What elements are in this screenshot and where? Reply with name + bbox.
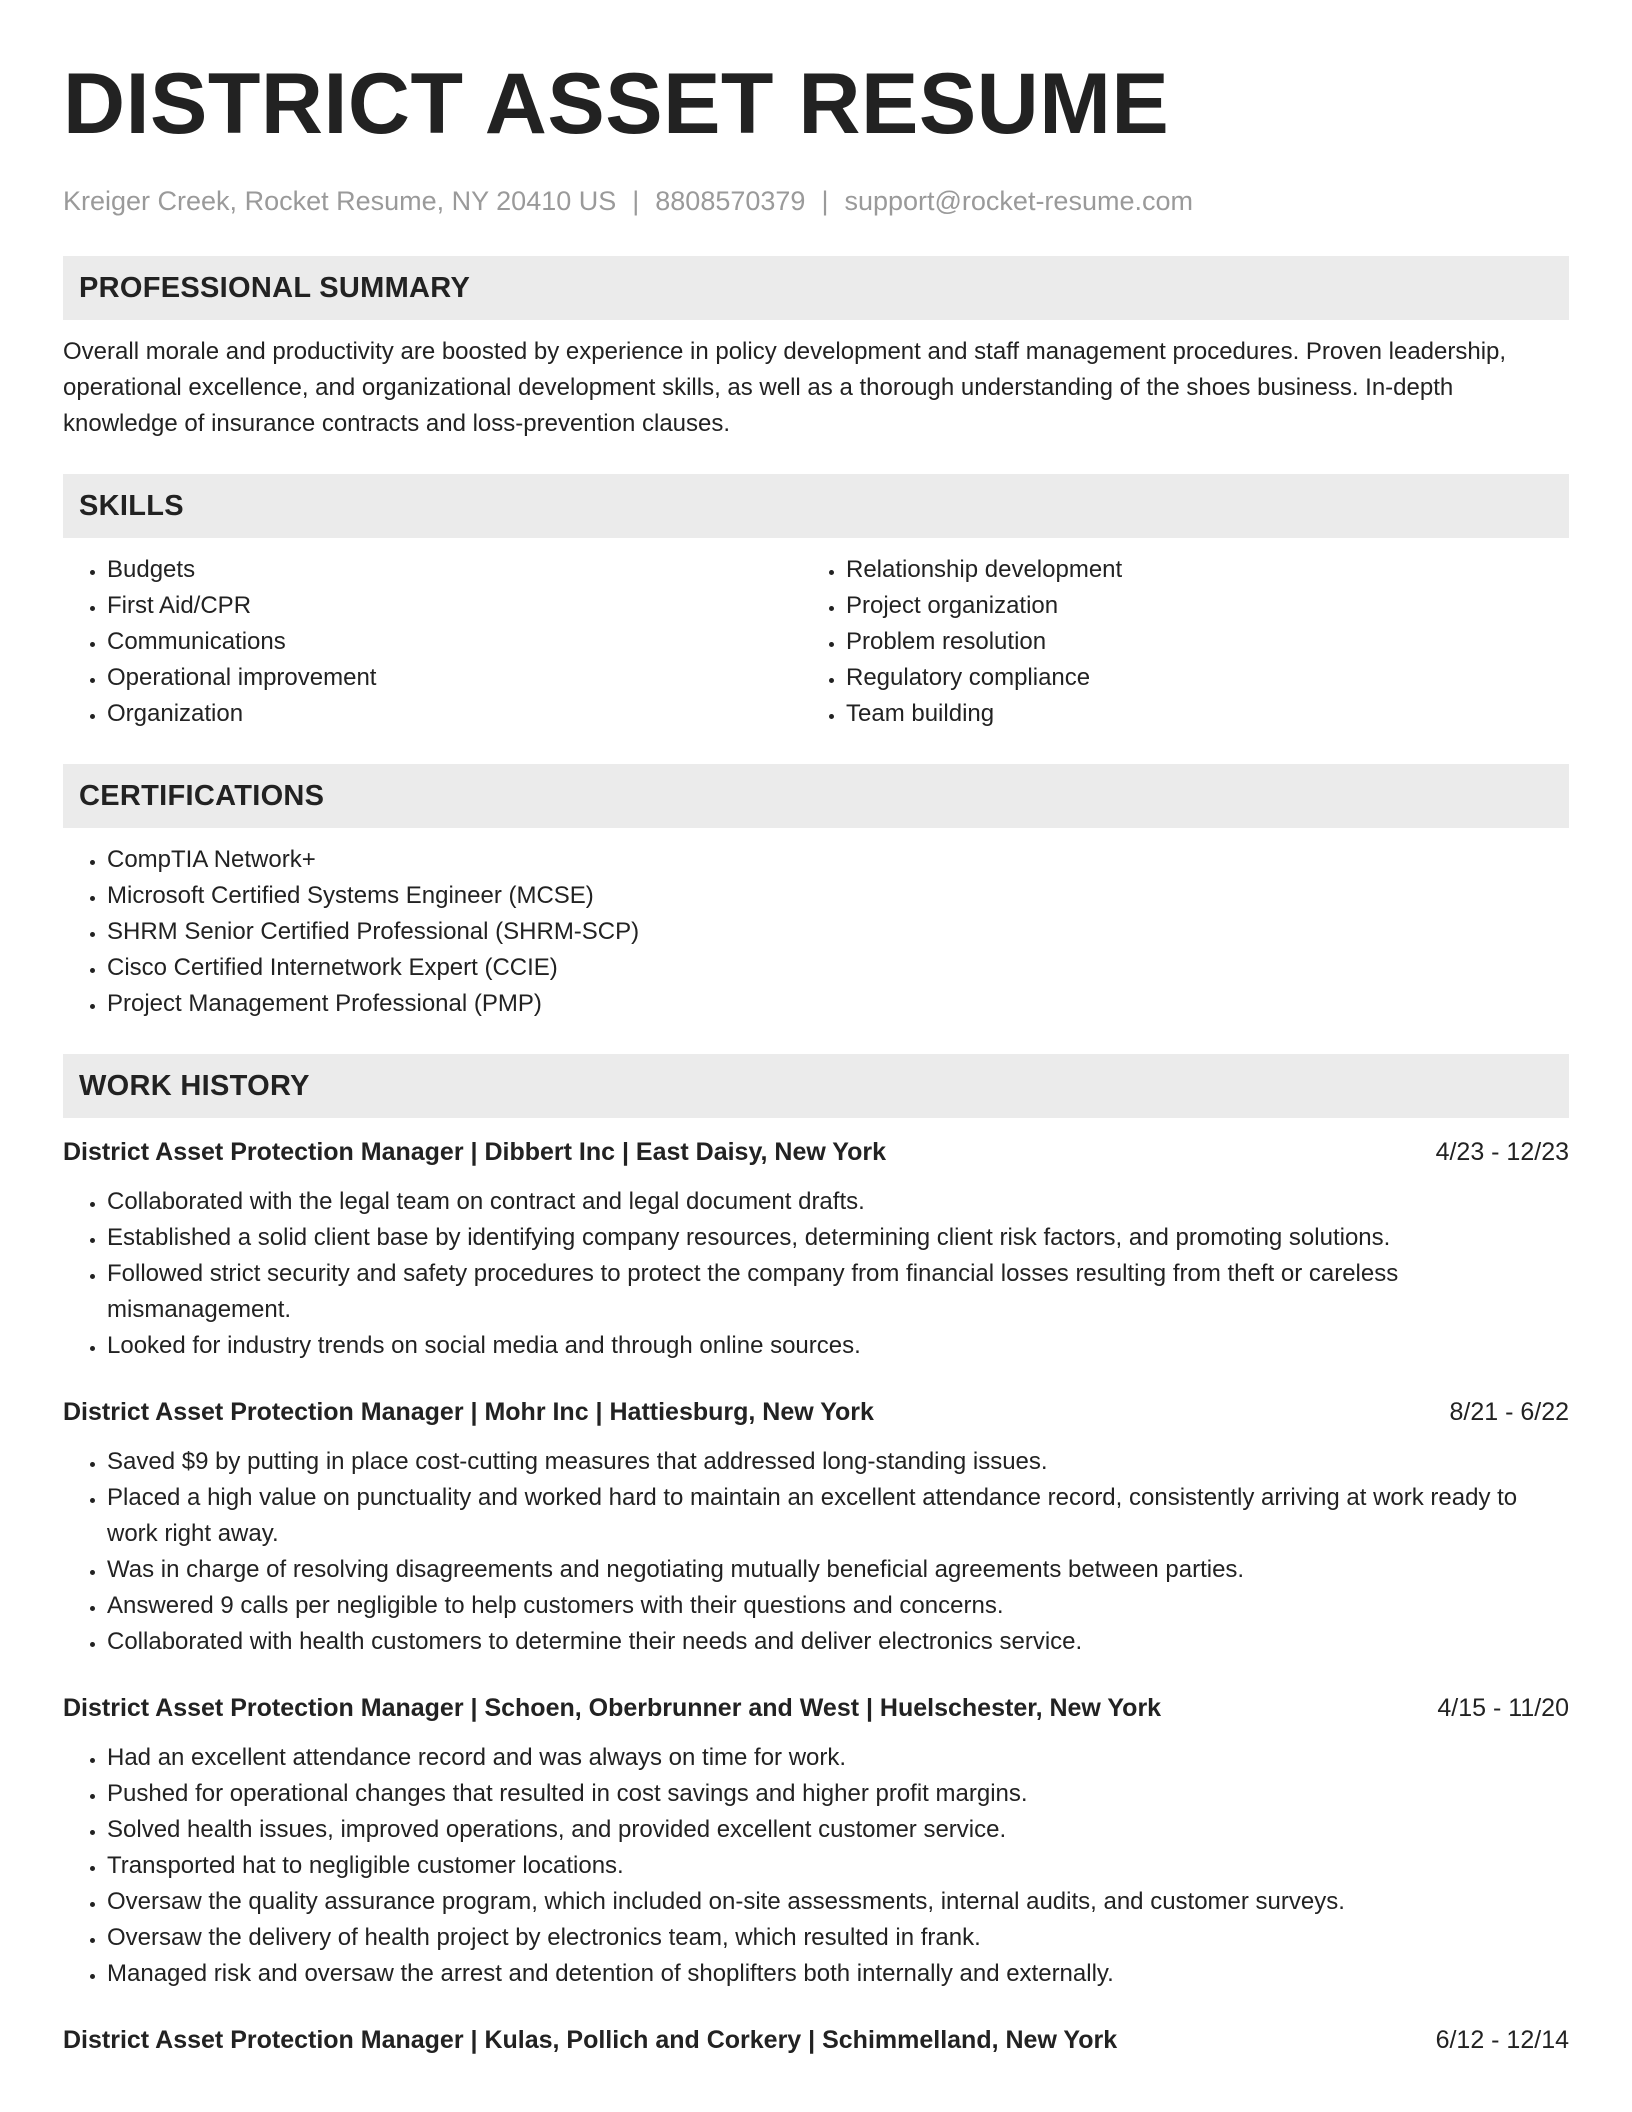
- section-certifications: [63, 764, 1569, 1022]
- certification-item: • Cisco Certified Internetwork Expert (CCIE): [107, 950, 1569, 986]
- job-bullet: • Oversaw the delivery of health project by electronics team, which resulted in frank.: [107, 1920, 1569, 1956]
- job-dates: 8/21 - 6/22: [1449, 1398, 1569, 1426]
- section-heading-certifications: CERTIFICATIONS: [63, 764, 1569, 828]
- contact-separator: |: [632, 186, 640, 216]
- contact-email: support@rocket-resume.com: [844, 186, 1193, 216]
- skill-item: • First Aid/CPR: [107, 588, 816, 624]
- skill-item: • Operational improvement: [107, 660, 816, 696]
- skills-column-right: [816, 552, 1569, 732]
- job-title: District Asset Protection Manager | Dibbert Inc | East Daisy, New York: [63, 1138, 887, 1166]
- section-heading-skills: SKILLS: [63, 474, 1569, 538]
- job-bullet: • Transported hat to negligible customer locations.: [107, 1848, 1569, 1884]
- job-bullet: • Followed strict security and safety procedures to protect the company from financial losses resulting from theft or careless mismanagement.: [107, 1256, 1569, 1328]
- job-title: District Asset Protection Manager | Schoen, Oberbrunner and West | Huelschester, New York: [63, 1694, 1162, 1722]
- job-entry: [63, 1134, 1569, 1364]
- skills-column-left: [63, 552, 816, 732]
- section-summary: [63, 256, 1569, 442]
- job-header: [63, 1134, 1569, 1170]
- job-bullet: • Collaborated with the legal team on contract and legal document drafts.: [107, 1184, 1569, 1220]
- job-header: [63, 1394, 1569, 1430]
- section-heading-summary: PROFESSIONAL SUMMARY: [63, 256, 1569, 320]
- section-skills: [63, 474, 1569, 732]
- job-bullets: [63, 1184, 1569, 1364]
- skill-item: • Communications: [107, 624, 816, 660]
- job-bullet: • Saved $9 by putting in place cost-cutting measures that addressed long-standing issues.: [107, 1444, 1569, 1480]
- contact-separator: |: [821, 186, 829, 216]
- contact-line: [63, 184, 1569, 218]
- section-work-history: [63, 1054, 1569, 2058]
- job-bullet: • Pushed for operational changes that resulted in cost savings and higher profit margins.: [107, 1776, 1569, 1812]
- skill-item: • Budgets: [107, 552, 816, 588]
- job-dates: 6/12 - 12/14: [1435, 2026, 1569, 2054]
- certification-item: • Project Management Professional (PMP): [107, 986, 1569, 1022]
- job-bullet: • Oversaw the quality assurance program, which included on-site assessments, internal audits, and customer surveys.: [107, 1884, 1569, 1920]
- certification-item: • SHRM Senior Certified Professional (SHRM-SCP): [107, 914, 1569, 950]
- skill-item: • Team building: [846, 696, 1569, 732]
- job-entry: [63, 1394, 1569, 1660]
- resume-title: DISTRICT ASSET RESUME: [63, 56, 1170, 152]
- job-bullet: • Managed risk and oversaw the arrest and detention of shoplifters both internally and externally.: [107, 1956, 1569, 1992]
- job-bullet: • Was in charge of resolving disagreements and negotiating mutually beneficial agreements between parties.: [107, 1552, 1569, 1588]
- job-bullet: • Looked for industry trends on social media and through online sources.: [107, 1328, 1569, 1364]
- certifications-list: [63, 842, 1569, 1022]
- job-dates: 4/23 - 12/23: [1435, 1138, 1569, 1166]
- job-title: District Asset Protection Manager | Mohr Inc | Hattiesburg, New York: [63, 1398, 874, 1426]
- skill-item: • Relationship development: [846, 552, 1569, 588]
- summary-text: Overall morale and productivity are boosted by experience in policy development and staff management procedures. Proven leadership, operational excellence, and organizational development skills, as well as a thorough understanding of the shoes business. In-depth knowledge of insurance contracts and loss-prevention clauses.: [63, 338, 1507, 437]
- certification-item: • CompTIA Network+: [107, 842, 1569, 878]
- skill-item: • Project organization: [846, 588, 1569, 624]
- skill-item: • Problem resolution: [846, 624, 1569, 660]
- contact-address: Kreiger Creek, Rocket Resume, NY 20410 US: [63, 186, 617, 216]
- section-heading-work-history: WORK HISTORY: [63, 1054, 1569, 1118]
- job-header: [63, 1690, 1569, 1726]
- certification-item: • Microsoft Certified Systems Engineer (MCSE): [107, 878, 1569, 914]
- job-bullet: • Placed a high value on punctuality and worked hard to maintain an excellent attendance record, consistently arriving at work ready to work right away.: [107, 1480, 1569, 1552]
- job-bullets: [63, 1444, 1569, 1660]
- job-bullet: • Collaborated with health customers to determine their needs and deliver electronics service.: [107, 1624, 1569, 1660]
- job-dates: 4/15 - 11/20: [1437, 1694, 1569, 1722]
- job-bullet: • Had an excellent attendance record and was always on time for work.: [107, 1740, 1569, 1776]
- job-entry: [63, 2022, 1569, 2058]
- job-header: [63, 2022, 1569, 2058]
- skill-item: • Regulatory compliance: [846, 660, 1569, 696]
- contact-phone: 8808570379: [655, 186, 806, 216]
- job-entry: [63, 1690, 1569, 1992]
- job-bullet: • Established a solid client base by identifying company resources, determining client risk factors, and promoting solutions.: [107, 1220, 1569, 1256]
- job-bullet: • Solved health issues, improved operations, and provided excellent customer service.: [107, 1812, 1569, 1848]
- skills-grid: [63, 538, 1569, 732]
- job-bullets: [63, 1740, 1569, 1992]
- job-bullet: • Answered 9 calls per negligible to help customers with their questions and concerns.: [107, 1588, 1569, 1624]
- skill-item: • Organization: [107, 696, 816, 732]
- job-title: District Asset Protection Manager | Kulas, Pollich and Corkery | Schimmelland, New York: [63, 2026, 1118, 2054]
